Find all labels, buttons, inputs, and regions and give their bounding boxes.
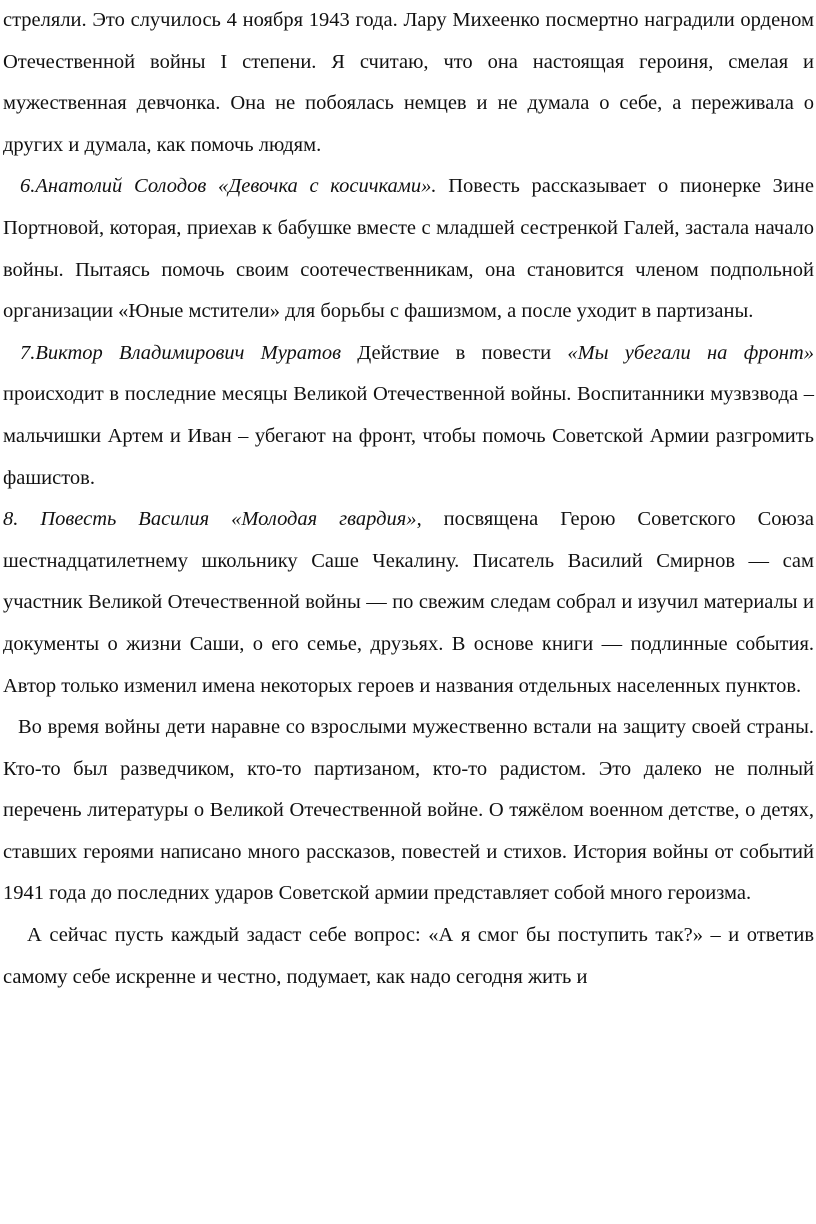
paragraph-war-children xyxy=(3,707,814,915)
paragraph-text: Повесть рассказывает о пионерке Зине Портновой, которая, приехав к бабушке вместе с младшей сестренкой Галей, застала начало войны. Пытаясь помочь своим соотечественникам, она становится членом подпольной организации «Юные мстители» для борьбы с фашизмом, а после уходит в партизаны. xyxy=(3,175,814,323)
book-7-author: 7.Виктор Владимирович Муратов xyxy=(20,341,342,364)
paragraph-question xyxy=(3,915,814,998)
book-8-title: 8. Повесть Василия «Молодая гвардия» xyxy=(3,508,417,531)
paragraph-book-8 xyxy=(3,499,814,707)
paragraph-text: стреляли. Это случилось 4 ноября 1943 года. Лару Михеенко посмертно наградили орденом Отечественной войны I степени. Я считаю, что она настоящая героиня, смелая и мужественная девчонка. Она не побоялась немцев и не думала о себе, а переживала о других и думала, как помочь людям. xyxy=(3,9,814,156)
book-6-author-title: 6.Анатолий Солодов «Девочка с косичками». xyxy=(20,175,437,198)
paragraph-lara-mikheenko xyxy=(3,0,814,166)
book-7-title: «Мы убегали на фронт» xyxy=(567,341,814,364)
paragraph-book-6 xyxy=(3,166,814,332)
paragraph-text: происходит в последние месяцы Великой Отечественной войны. Воспитанники музвзвода – мальчишки Артем и Иван – убегают на фронт, чтобы помочь Советской Армии разгромить фашистов. xyxy=(3,383,814,489)
paragraph-text: Во время войны дети наравне со взрослыми мужественно встали на защиту своей страны. Кто-то был разведчиком, кто-то партизаном, кто-то радистом. Это далеко не полный перечень литературы о Великой Отечественной войне. О тяжёлом военном детстве, о детях, ставших героями написано много рассказов, повестей и стихов. История войны от событий 1941 года до последних ударов Советской армии представляет собой много героизма. xyxy=(3,716,814,905)
paragraph-text: Действие в повести xyxy=(341,341,568,364)
paragraph-book-7 xyxy=(3,333,814,499)
paragraph-text: , посвящена Герою Советского Союза шестнадцатилетнему школьнику Саше Чекалину. Писатель Василий Смирнов — сам участник Великой Отечественной войны — по свежим следам собрал и изучил материалы и документы о жизни Саши, о его семье, друзьях. В основе книги — подлинные события. Автор только изменил имена некоторых героев и названия отдельных населенных пунктов. xyxy=(3,508,814,697)
paragraph-text: А сейчас пусть каждый задаст себе вопрос: «А я смог бы поступить так?» – и ответив самому себе искренне и честно, подумает, как надо сегодня жить и xyxy=(3,924,814,988)
